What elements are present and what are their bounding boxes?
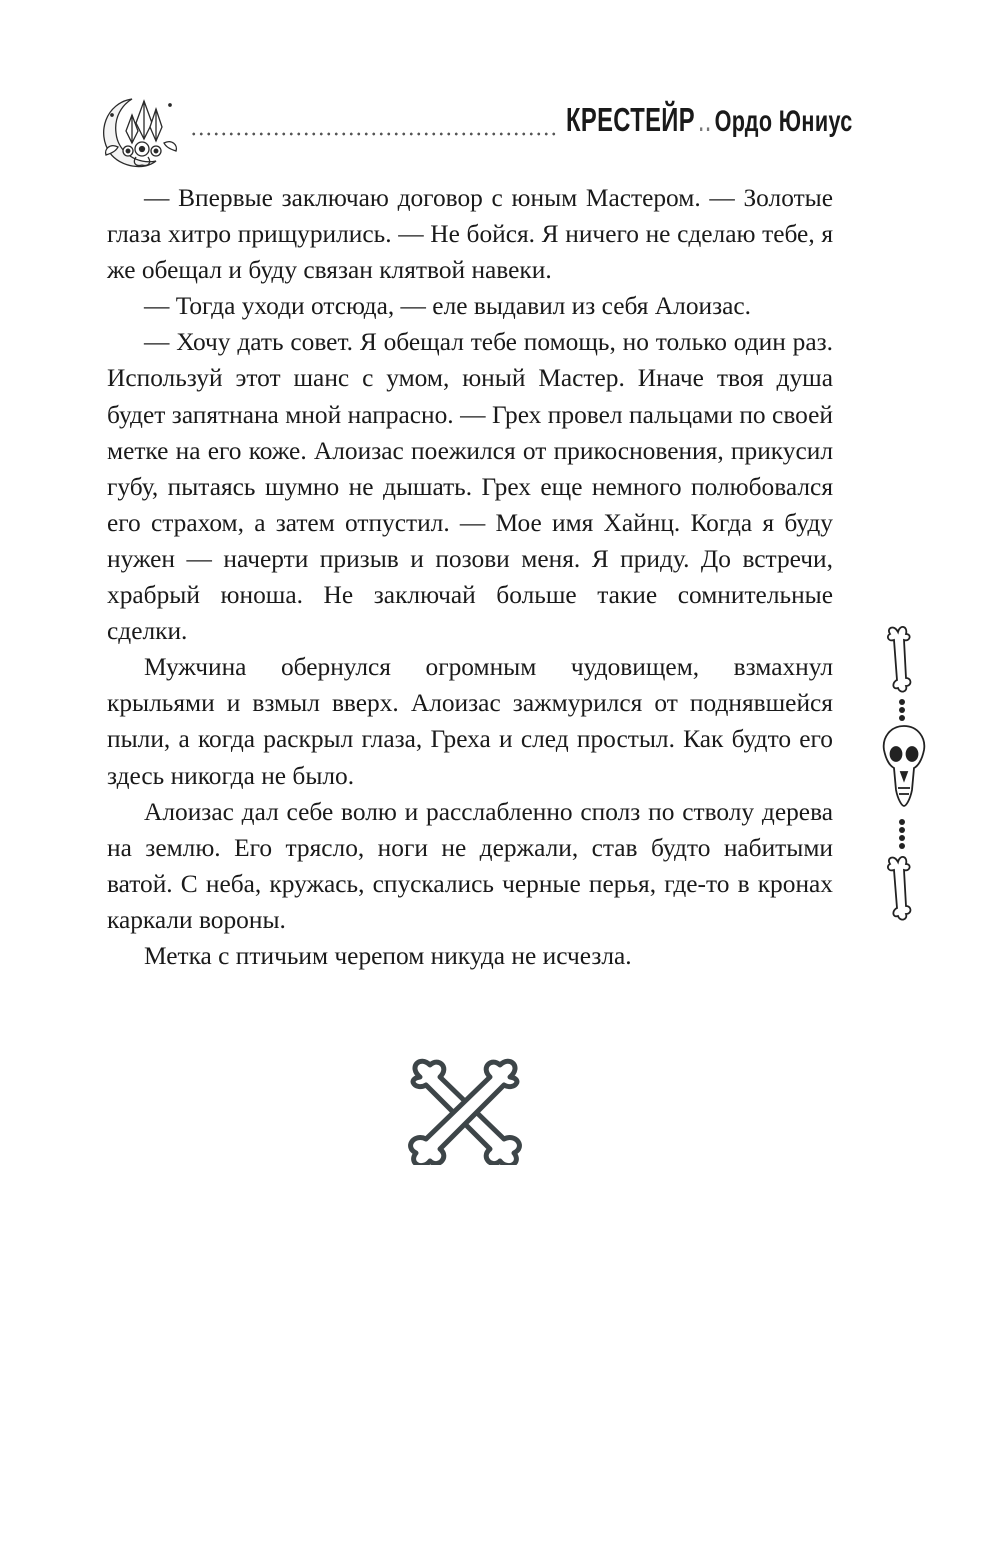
header-dotted-leader bbox=[190, 131, 558, 137]
paragraph: — Хочу дать совет. Я обещал тебе помощь, но только один раз. Используй этот шанс с умом, юный Мастер. Иначе твоя душа будет запятнана мной напрасно. — Грех провел пальцами по своей метке на его коже. Алоизас поежился от прикосновения, прикусил губу, пытаясь шумно не дышать. Грех еще немного полюбовался его страхом, а затем отпустил. — Мое имя Хайнц. Когда я буду нужен — начерти призыв и позови меня. Я приду. До встречи, храбрый юноша. Не заключай больше такие сомнительные сделки. bbox=[107, 328, 833, 646]
body-text bbox=[107, 180, 833, 974]
paragraph: — Впервые заключаю договор с юным Мастером. — Золотые глаза хитро прищурились. — Не бойся. Я ничего не сделаю тебе, я же обещал и буду связан клятвой навеки. bbox=[107, 184, 833, 285]
running-title bbox=[566, 101, 853, 139]
paragraph: Метка с птичьим черепом никуда не исчезла. bbox=[144, 941, 632, 970]
moon-crystal-flower-icon bbox=[92, 93, 187, 173]
paragraph: — Тогда уходи отсюда, — еле выдавил из себя Алоизас. bbox=[144, 292, 752, 321]
crossed-bones-icon bbox=[400, 1055, 530, 1165]
author-name: Ордо Юниус bbox=[714, 105, 853, 138]
running-header bbox=[0, 85, 1000, 185]
book-title: КРЕСТЕЙР bbox=[566, 101, 695, 138]
title-separator: .. bbox=[697, 101, 712, 138]
bones-skull-icon bbox=[876, 622, 932, 928]
paragraph: Мужчина обернулся огромным чудовищем, взмахнул крыльями и взмыл вверх. Алоизас зажмурился от поднявшейся пыли, а когда раскрыл глаза, Греха и след простыл. Как будто его здесь никогда не было. bbox=[107, 653, 833, 790]
paragraph: Алоизас дал себе волю и расслабленно сполз по стволу дерева на землю. Его трясло, ноги не держали, став будто набитыми ватой. С неба, кружась, спускались черные перья, где-то в кронах каркали вороны. bbox=[107, 797, 833, 934]
